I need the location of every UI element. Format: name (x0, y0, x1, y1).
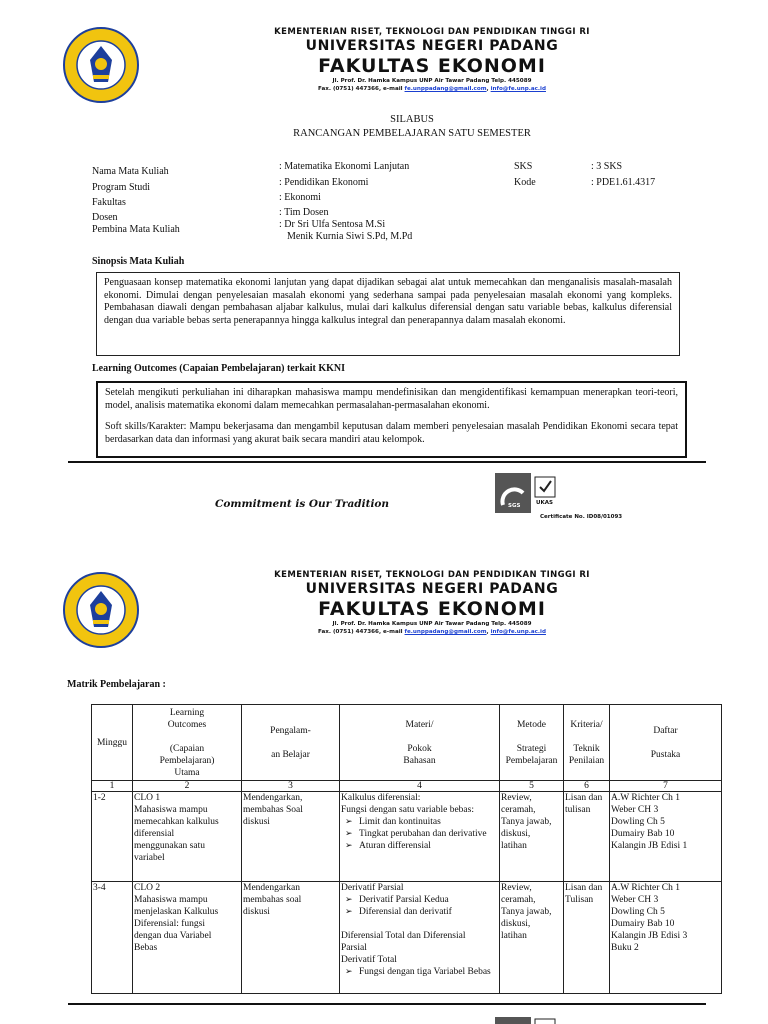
info-value: : Dr Sri Ulfa Sentosa M.Si (279, 219, 386, 230)
fax-text: Fax. (0751) 447366, e-mail (318, 629, 405, 635)
email-link[interactable]: fe.unppadang@gmail.com (404, 86, 487, 92)
list-item: ➢ Derivatif Parsial Kedua (359, 894, 498, 906)
cell-pengalaman: Mendengarkan membahas soal diskusi (242, 882, 340, 994)
col-number: 7 (610, 781, 722, 792)
list-item: ➢ Diferensial dan derivatif (359, 906, 498, 918)
col-number: 3 (242, 781, 340, 792)
materi-text: Diferensial Total dan Diferensial Parsial Derivatif Total (341, 931, 466, 965)
matrix-table (91, 704, 722, 994)
info-label: Nama Mata Kuliah (92, 166, 169, 177)
info-row-fakultas (92, 192, 512, 207)
list-item: ➢ Aturan differensial (359, 840, 498, 852)
sgs-ukas-logo-2 (495, 1014, 557, 1024)
info-row-pembina2 (92, 231, 512, 243)
info-value: : Pendidikan Ekonomi (279, 177, 369, 188)
info-label: Fakultas (92, 197, 126, 208)
sinopsis-box: Penguasaan konsep matematika ekonomi lanjutan yang dapat dijadikan sebagai alat untuk memecahkan dan menganalisis masalah-masalah ekonomi. Dimulai dengan penyelesaian masalah ekonomi yang sederhana sampai pada penyelesaian masalah ekonomi yang kompleks. Pembahasan diawali dengan pembahasan aljabar kalkulus, mulai dari kalkulus diferensial dengan satu variable bebas, kalkulus diferensial dengan dua variable bebas serta penerapannya hingga kalkulus integral dan penerapannya dalam masalah ekonomi. (96, 272, 680, 356)
contact-line (172, 85, 692, 93)
university-name: UNIVERSITAS NEGERI PADANG (305, 38, 559, 54)
footer-rule-2 (68, 1003, 706, 1005)
kode-value: : PDE1.61.4317 (591, 177, 656, 188)
table-row (92, 882, 722, 994)
university-logo (62, 26, 140, 104)
header-materi: Materi/ Pokok Bahasan (340, 705, 500, 781)
info-label: Pembina Mata Kuliah (92, 224, 180, 235)
cell-clo: CLO 1 Mahasiswa mampu memecahkan kalkulus diferensial menggunakan satu variabel (133, 792, 242, 882)
commitment-tagline: Commitment is Our Tradition (215, 498, 390, 510)
ukas-text: UKAS (536, 500, 553, 506)
outcomes-box (96, 381, 687, 458)
university-logo-2 (62, 571, 140, 649)
header-pustaka: Daftar Pustaka (610, 705, 722, 781)
info-email-link[interactable]: info@fe.unp.ac.id (490, 629, 546, 635)
sks-label: SKS (514, 161, 533, 172)
materi-text: Kalkulus diferensial: Fungsi dengan satu variable bebas: (341, 793, 474, 815)
cell-materi (340, 792, 500, 882)
outcomes-text: Setelah mengikuti perkuliahan ini diharapkan mahasiswa mampu mendefinisikan dan mengidentifikasi kemampuan menerapkan teori-teori, model, analisis matematika ekonomi dalam memecahkan permasalahan-permasalahan ekonomi. (105, 387, 678, 411)
info-email-link[interactable]: info@fe.unp.ac.id (490, 86, 546, 92)
list-item: ➢ Limit dan kontinuitas (359, 816, 498, 828)
info-row-pembina (92, 219, 512, 235)
cell-materi (340, 882, 500, 994)
certificate-number: Certificate No. ID08/01093 (540, 514, 623, 520)
info-row-name (92, 161, 512, 177)
info-value: Menik Kurnia Siwi S.Pd, M.Pd (287, 231, 413, 242)
university-name-2: UNIVERSITAS NEGERI PADANG (305, 581, 559, 597)
doc-title: SILABUS (390, 114, 434, 125)
sgs-text: SGS (508, 503, 521, 509)
doc-subtitle: RANCANGAN PEMBELAJARAN SATU SEMESTER (293, 128, 531, 139)
sgs-ukas-logo (495, 473, 557, 513)
course-info (92, 161, 512, 243)
col-number: 4 (340, 781, 500, 792)
cell-pustaka: A.W Richter Ch 1 Weber CH 3 Dowling Ch 5 Dumairy Bab 10 Kalangin JB Edisi 1 (610, 792, 722, 882)
info-value: : Tim Dosen (279, 207, 329, 218)
header-metode: Metode Strategi Pembelajaran (500, 705, 564, 781)
matrix-heading: Matrik Pembelajaran : (67, 679, 166, 690)
table-row (92, 792, 722, 882)
cell-pustaka: A.W Richter Ch 1 Weber CH 3 Dowling Ch 5 Dumairy Bab 10 Kalangin JB Edisi 3 Buku 2 (610, 882, 722, 994)
address-block (172, 77, 692, 93)
cell-kriteria: Lisan dan tulisan (564, 792, 610, 882)
list-item: ➢ Tingkat perubahan dan derivative (359, 828, 498, 840)
softskills-text: Soft skills/Karakter: Mampu bekerjasama dan mengambil keputusan dalam memberi penyelesaian masalah Pendidikan Ekonomi secara tepat berdasarkan data dan informasi yang akurat baik secara mandiri atau kelompok. (105, 421, 678, 445)
header-minggu: Minggu (92, 705, 133, 781)
cell-minggu: 1-2 (92, 792, 133, 882)
matrix-number-row (92, 781, 722, 792)
info-row-dosen (92, 207, 512, 223)
contact-line (172, 628, 692, 636)
col-number: 2 (133, 781, 242, 792)
materi-list (341, 816, 498, 852)
matrix-header-row (92, 705, 722, 781)
address-line: Jl. Prof. Dr. Hamka Kampus UNP Air Tawar Padang Telp. 445089 (332, 621, 532, 627)
ministry-line: KEMENTERIAN RISET, TEKNOLOGI DAN PENDIDIKAN TINGGI RI (274, 27, 590, 37)
header-kriteria: Kriteria/ Teknik Penilaian (564, 705, 610, 781)
info-label: Program Studi (92, 182, 151, 193)
sinopsis-heading: Sinopsis Mata Kuliah (92, 256, 185, 267)
address-line: Jl. Prof. Dr. Hamka Kampus UNP Air Tawar Padang Telp. 445089 (332, 78, 532, 84)
outcomes-heading: Learning Outcomes (Capaian Pembelajaran) terkait KKNI (92, 363, 346, 374)
cell-kriteria: Lisan dan Tulisan (564, 882, 610, 994)
footer-rule (68, 461, 706, 463)
email-sep: , (486, 629, 491, 635)
ministry-line-2: KEMENTERIAN RISET, TEKNOLOGI DAN PENDIDIKAN TINGGI RI (274, 570, 590, 580)
email-sep: , (486, 86, 491, 92)
sks-value: : 3 SKS (591, 161, 623, 172)
faculty-name-2: FAKULTAS EKONOMI (318, 598, 546, 620)
header-pengalaman: Pengalam- an Belajar (242, 705, 340, 781)
fax-text: Fax. (0751) 447366, e-mail (318, 86, 405, 92)
materi-text: Derivatif Parsial (341, 883, 404, 893)
info-value: : Ekonomi (279, 192, 321, 203)
col-number: 6 (564, 781, 610, 792)
cell-metode: Review, ceramah, Tanya jawab, diskusi, latihan (500, 882, 564, 994)
address-block-2 (172, 620, 692, 636)
faculty-name: FAKULTAS EKONOMI (318, 55, 546, 77)
kode-label: Kode (514, 177, 536, 188)
col-number: 5 (500, 781, 564, 792)
materi-list (341, 966, 498, 978)
col-number: 1 (92, 781, 133, 792)
cell-clo: CLO 2 Mahasiswa mampu menjelaskan Kalkulus Diferensial: fungsi dengan dua Variabel Bebas (133, 882, 242, 994)
info-label: Dosen (92, 212, 118, 223)
info-value: : Matematika Ekonomi Lanjutan (279, 161, 410, 172)
header-outcomes: Learning Outcomes (Capaian Pembelajaran) Utama (133, 705, 242, 781)
cell-pengalaman: Mendengarkan, membahas Soal diskusi (242, 792, 340, 882)
cell-minggu: 3-4 (92, 882, 133, 994)
materi-list (341, 894, 498, 918)
email-link[interactable]: fe.unppadang@gmail.com (404, 629, 487, 635)
list-item: ➢ Fungsi dengan tiga Variabel Bebas (359, 966, 498, 978)
cell-metode: Review, ceramah, Tanya jawab, diskusi, latihan (500, 792, 564, 882)
info-row-prodi (92, 177, 512, 192)
